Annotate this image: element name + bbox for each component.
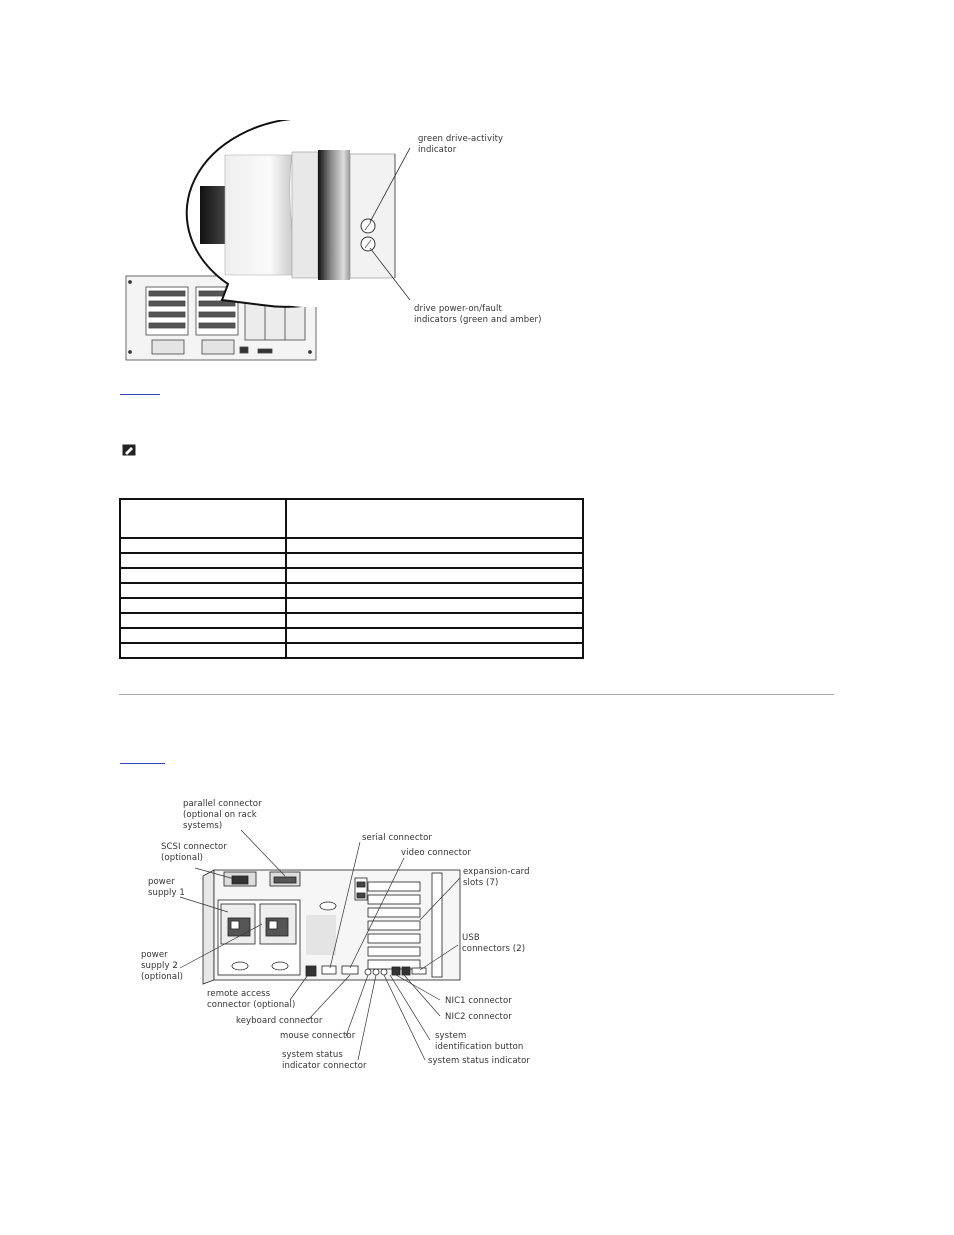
power-supply-1-label: power supply 1 [148,877,185,898]
system-status-indicator-connector-label: system status indicator connector [282,1050,367,1071]
green-drive-activity-label: green drive-activity indicator [418,134,504,155]
keyboard-connector-label: keyboard connector [236,1016,323,1026]
table-row [120,583,583,598]
back-to-top-link-2[interactable] [120,763,165,764]
mouse-connector-label: mouse connector [280,1031,356,1041]
nic1-connector-label: NIC1 connector [445,996,512,1006]
remote-access-connector-label: remote access connector (optional) [207,989,296,1010]
table-row [120,553,583,568]
table-header-row [120,499,583,538]
system-status-indicator-label: system status indicator [428,1056,530,1066]
scsi-connector-label: SCSI connector (optional) [161,842,227,863]
table-row [120,643,583,658]
video-connector-label: video connector [401,848,471,858]
usb-connectors-label: USB connectors (2) [462,933,526,954]
drive-power-fault-label: drive power-on/fault indicators (green and amber) [414,304,542,325]
expansion-card-slots-label: expansion-card slots (7) [463,867,530,888]
note-icon [122,444,136,456]
nic2-connector-label: NIC2 connector [445,1012,512,1022]
table-row [120,568,583,583]
power-supply-2-label: power supply 2 (optional) [141,950,184,982]
system-identification-button-label: system identification button [435,1031,524,1052]
table-row [120,628,583,643]
back-to-top-link-1[interactable] [120,394,160,395]
section-divider [119,694,834,695]
indicator-patterns-table [119,498,584,659]
table-row [120,613,583,628]
table-row [120,598,583,613]
table-row [120,538,583,553]
serial-connector-label: serial connector [362,833,432,843]
parallel-connector-label: parallel connector (optional on rack systems) [183,799,262,831]
hard-drive-indicators-figure [110,120,530,370]
